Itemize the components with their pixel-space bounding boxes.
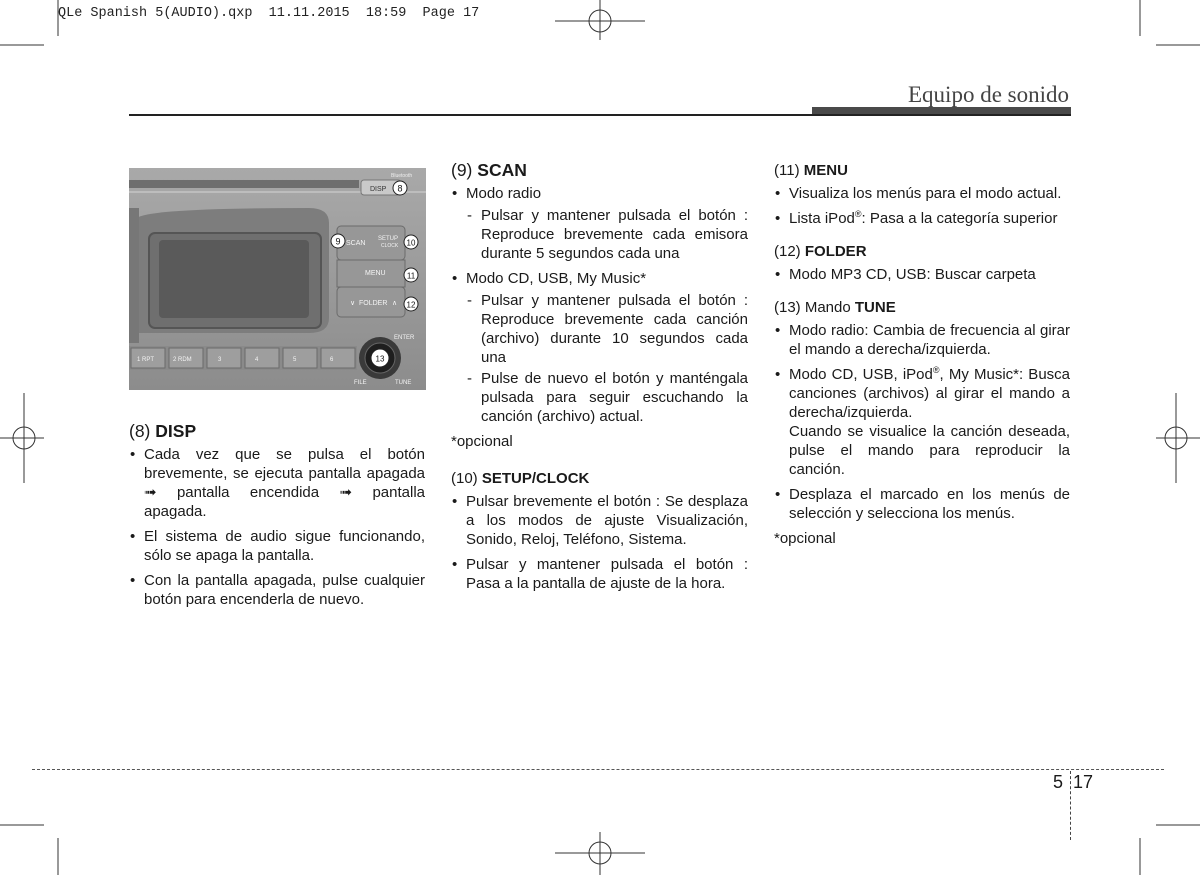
file-label: FILE xyxy=(354,380,367,386)
header-rule xyxy=(129,114,1071,116)
preset-6-label: 6 xyxy=(330,357,334,363)
page-number: 5 17 xyxy=(1053,772,1094,792)
footer-divider xyxy=(32,769,1164,770)
preset-4-label: 4 xyxy=(255,357,259,363)
print-slug: QLe Spanish 5(AUDIO).qxp 11.11.2015 18:59 Page 17 xyxy=(58,6,480,21)
list-item: • Visualiza los menús para el modo actual. xyxy=(774,184,1070,203)
tune-heading: (13) Mando TUNE xyxy=(774,299,896,316)
callout-10: 10 xyxy=(406,238,416,248)
preset-2-label: 2 RDM xyxy=(173,357,192,363)
svg-text:∨: ∨ xyxy=(350,300,356,307)
setup-bullet-list xyxy=(451,492,748,593)
menu-bullet-list xyxy=(774,184,1070,228)
footnote-opcional: *opcional xyxy=(451,433,513,450)
scan-button-label: SCAN xyxy=(346,240,366,247)
disp-button-label: DISP xyxy=(370,186,387,193)
scan-bullet-list xyxy=(451,184,748,426)
arrow-icon: ➟ xyxy=(144,484,157,501)
list-item: • Con la pantalla apagada, pulse cualquier botón para encenderla de nuevo. xyxy=(129,571,425,609)
sub-list-item: - Pulsar y mantener pulsada el botón : Reproduce brevemente cada canción (archivo) durante 10 segundos cada una xyxy=(466,291,748,367)
callout-13: 13 xyxy=(375,354,385,364)
callout-8: 8 xyxy=(397,183,403,194)
enter-label: ENTER xyxy=(394,335,415,341)
sub-list-item: - Pulse de nuevo el botón y manténgala pulsada para seguir escuchando la canción (archivo) actual. xyxy=(466,369,748,426)
folder-bullet-list xyxy=(774,265,1070,284)
list-item: • Modo radio: Cambia de frecuencia al girar el mando a derecha/izquierda. xyxy=(774,321,1070,359)
sub-list-item: - Pulsar y mantener pulsada el botón : Reproduce brevemente cada emisora durante 5 segundos cada una xyxy=(466,206,748,263)
menu-heading: (11) MENU xyxy=(774,162,848,179)
menu-button-label: MENU xyxy=(365,270,386,277)
callout-11: 11 xyxy=(406,271,416,281)
folder-button-label: FOLDER xyxy=(359,300,388,307)
disp-bullet-list xyxy=(129,445,425,609)
scan-heading: (9) SCAN xyxy=(451,160,527,180)
tune-bullet-list xyxy=(774,321,1070,523)
list-item: • Desplaza el marcado en los menús de selección y selecciona los menús. xyxy=(774,485,1070,523)
setup-clock-heading: (10) SETUP/CLOCK xyxy=(451,470,590,487)
column-disp xyxy=(129,422,425,615)
list-item: • El sistema de audio sigue funcionando, sólo se apaga la pantalla. xyxy=(129,527,425,565)
preset-3-label: 3 xyxy=(218,357,222,363)
list-item: • Modo CD, USB, iPod®, My Music*: Busca canciones (archivos) al girar el mando a derecha/izquierda. Cuando se visualice la canción deseada, pulse el mando para reproducir la canción. xyxy=(774,365,1070,479)
footnote-opcional: *opcional xyxy=(774,530,836,547)
callout-9: 9 xyxy=(335,236,341,247)
callout-12: 12 xyxy=(406,300,416,310)
arrow-icon: ➟ xyxy=(339,484,353,501)
list-item: • Pulsar brevemente el botón : Se desplaza a los modos de ajuste Visualización, Sonido, Reloj, Teléfono, Sistema. xyxy=(451,492,748,549)
bluetooth-label: Bluetooth xyxy=(391,173,413,179)
list-item: • Modo MP3 CD, USB: Buscar carpeta xyxy=(774,265,1070,284)
list-item: • Modo CD, USB, My Music* - Pulsar y mantener pulsada el botón : Reproduce brevemente cada canción (archivo) durante 10 segundos cada una - Pulse de nuevo el botón y manténgala pulsada para seguir escuchando la canción (archivo) actual. xyxy=(451,269,748,426)
folder-heading: (12) FOLDER xyxy=(774,243,867,260)
column-scan-setup xyxy=(451,161,748,599)
preset-5-label: 5 xyxy=(293,357,297,363)
list-item: • Cada vez que se pulsa el botón brevemente, se ejecuta pantalla apagada ➟ pantalla encendida ➟ pantalla apagada. xyxy=(129,445,425,521)
svg-text:∧: ∧ xyxy=(392,300,398,307)
list-item: • Lista iPod®: Pasa a la categoría superior xyxy=(774,209,1070,228)
clock-button-label: CLOCK xyxy=(381,243,399,249)
preset-1-label: 1 RPT xyxy=(137,357,155,363)
column-menu-folder-tune xyxy=(774,161,1070,548)
disp-heading: (8) DISP xyxy=(129,421,197,441)
tune-label: TUNE xyxy=(395,380,412,386)
audio-unit-figure xyxy=(129,168,426,390)
list-item: • Pulsar y mantener pulsada el botón : Pasa a la pantalla de ajuste de la hora. xyxy=(451,555,748,593)
sub-list xyxy=(466,291,748,426)
list-item: • Modo radio - Pulsar y mantener pulsada el botón : Reproduce brevemente cada emisora durante 5 segundos cada una xyxy=(451,184,748,263)
setup-button-label: SETUP xyxy=(378,236,399,242)
sub-list xyxy=(466,206,748,263)
section-title: Equipo de sonido xyxy=(908,82,1069,107)
